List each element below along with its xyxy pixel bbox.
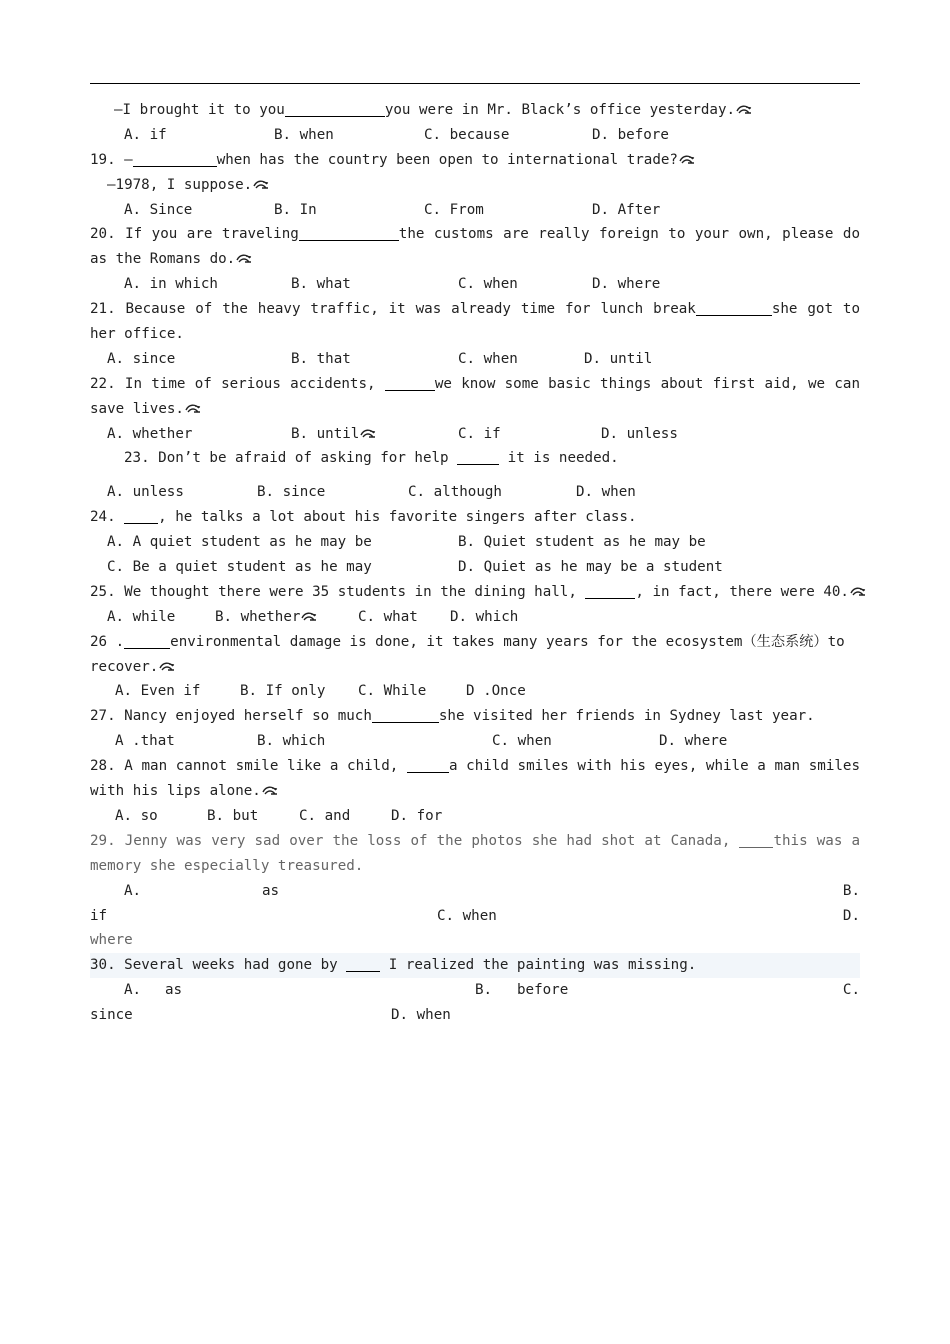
question-26-text-cont: recover. xyxy=(90,655,860,680)
question-18-options xyxy=(90,123,860,148)
answer-blank xyxy=(407,756,449,773)
question-24-options-1 xyxy=(90,530,860,555)
answer-blank xyxy=(696,299,772,316)
question-23-text: 23. Don’t be afraid of asking for help it is needed. xyxy=(124,450,619,467)
question-24-text: 24. , he talks a lot about his favorite singers after class. xyxy=(90,509,637,526)
option-d: D. when xyxy=(391,1007,451,1024)
answer-blank xyxy=(457,448,499,465)
question-25-options xyxy=(90,605,860,630)
option-a: A. if xyxy=(124,126,167,143)
question-19-options xyxy=(90,198,860,223)
option-c-label: C. xyxy=(842,982,860,999)
question-20-text-cont: as the Romans do. xyxy=(90,247,860,272)
option-c: C. when xyxy=(437,907,497,924)
answer-blank xyxy=(124,632,170,649)
question-25-text: 25. We thought there were 35 students in the dining hall, , in fact, there were 40. xyxy=(90,580,860,605)
question-18-text: —I brought it to you you were in Mr. Black’s office yesterday. xyxy=(90,98,860,123)
question-28-options xyxy=(90,804,860,829)
option-b: B. since xyxy=(257,484,326,501)
option-a: A .that xyxy=(115,733,175,750)
edit-mark-icon xyxy=(850,587,866,597)
answer-blank xyxy=(285,100,385,117)
question-21-options xyxy=(90,347,860,372)
question-22-text: 22. In time of serious accidents, we know some basic things about first aid, we can xyxy=(90,375,860,392)
question-21-text-cont: her office. xyxy=(90,326,184,343)
question-29-text-cont: memory she especially treasured. xyxy=(90,857,364,874)
option-d: D. which xyxy=(450,608,519,625)
edit-mark-icon xyxy=(301,612,317,622)
option-d: D. for xyxy=(391,807,443,824)
option-a: A. since xyxy=(107,350,176,367)
option-d: D. when xyxy=(576,484,636,501)
option-d: D. where xyxy=(592,276,661,293)
option-b: B. until xyxy=(291,422,376,447)
question-29-options-1 xyxy=(90,879,860,904)
option-b-text: if xyxy=(90,907,108,924)
edit-mark-icon xyxy=(679,155,695,165)
option-a: A. in which xyxy=(124,276,218,293)
option-a-label: A. xyxy=(124,982,142,999)
edit-mark-icon xyxy=(253,180,269,190)
option-b: B. that xyxy=(291,350,351,367)
question-22-options xyxy=(90,422,860,447)
answer-blank xyxy=(124,507,158,524)
option-b: B. whether xyxy=(215,605,317,630)
question-21-text: 21. Because of the heavy traffic, it was already time for lunch break she got to xyxy=(90,301,861,318)
edit-mark-icon xyxy=(236,254,252,264)
option-c: C. While xyxy=(358,683,427,700)
answer-blank xyxy=(133,150,217,167)
option-d-label: D. xyxy=(842,907,860,924)
option-d: D. where xyxy=(659,733,728,750)
question-28-text: 28. A man cannot smile like a child, a child smiles with his eyes, while a man smiles xyxy=(90,758,860,775)
edit-mark-icon xyxy=(262,786,278,796)
question-20-text: 20. If you are traveling the customs are really foreign to your own, please do xyxy=(90,226,860,243)
option-b: B. If only xyxy=(240,683,326,700)
option-a: A. A quiet student as he may be xyxy=(107,534,372,551)
option-a: A. so xyxy=(115,807,158,824)
option-a: A. Even if xyxy=(115,683,201,700)
option-d: D. before xyxy=(592,126,669,143)
option-c: C. because xyxy=(424,126,510,143)
option-c: C. From xyxy=(424,201,484,218)
option-b: B. what xyxy=(291,276,351,293)
option-b: B. when xyxy=(274,126,334,143)
option-a: A. unless xyxy=(107,484,184,501)
question-26-options xyxy=(90,679,860,704)
option-d: D. until xyxy=(584,350,653,367)
question-22-text-cont: save lives. xyxy=(90,397,860,422)
option-d: D .Once xyxy=(466,683,526,700)
option-b: B. but xyxy=(207,807,259,824)
option-a-text: as xyxy=(165,982,183,999)
question-26-text: 26 . environmental damage is done, it takes many years for the ecosystem（生态系统）to xyxy=(90,633,845,650)
option-c: C. when xyxy=(458,350,518,367)
question-27-text: 27. Nancy enjoyed herself so much she visited her friends in Sydney last year. xyxy=(90,708,815,725)
answer-blank xyxy=(372,706,439,723)
question-19-reply: —1978, I suppose. xyxy=(90,173,860,198)
edit-mark-icon xyxy=(159,662,175,672)
question-23-options xyxy=(90,480,860,505)
edit-mark-icon xyxy=(736,105,752,115)
option-a: A. Since xyxy=(124,201,193,218)
option-c: C. although xyxy=(408,484,502,501)
option-b-text: before xyxy=(517,982,569,999)
question-19-text: 19. — when has the country been open to international trade? xyxy=(90,148,860,173)
option-d: D. After xyxy=(592,201,661,218)
option-c: C. when xyxy=(458,276,518,293)
option-d-text: where xyxy=(90,932,133,949)
question-29-text: 29. Jenny was very sad over the loss of the photos she had shot at Canada, this was a xyxy=(90,832,860,849)
question-24-options-2 xyxy=(90,555,860,580)
option-b: B. In xyxy=(274,201,317,218)
option-c: C. when xyxy=(492,733,552,750)
option-a-text: as xyxy=(262,882,280,899)
option-c: C. and xyxy=(299,807,351,824)
question-30-options-2 xyxy=(90,1003,860,1028)
question-28-text-cont: with his lips alone. xyxy=(90,779,860,804)
question-29-options-3 xyxy=(90,928,860,953)
question-27-options xyxy=(90,729,860,754)
edit-mark-icon xyxy=(185,404,201,414)
question-list xyxy=(90,98,860,1028)
question-30-options-1 xyxy=(90,978,860,1003)
option-a: A. while xyxy=(107,608,176,625)
header-rule xyxy=(90,83,860,84)
option-b-label: B. xyxy=(842,882,860,899)
option-c: C. what xyxy=(358,608,418,625)
option-b: B. which xyxy=(257,733,326,750)
option-d: D. Quiet as he may be a student xyxy=(458,559,723,576)
option-d: D. unless xyxy=(601,425,678,442)
option-b-label: B. xyxy=(475,982,493,999)
question-20-options xyxy=(90,272,860,297)
option-b: B. Quiet student as he may be xyxy=(458,534,706,551)
option-c: C. Be a quiet student as he may xyxy=(107,559,372,576)
answer-blank xyxy=(739,831,773,848)
option-a: A. whether xyxy=(107,425,193,442)
edit-mark-icon xyxy=(360,429,376,439)
question-29-options-2 xyxy=(90,904,860,929)
answer-blank xyxy=(299,224,399,241)
option-c: C. if xyxy=(458,425,501,442)
answer-blank xyxy=(346,955,380,972)
answer-blank xyxy=(585,582,635,599)
question-30-text: 30. Several weeks had gone by I realized the painting was missing. xyxy=(90,953,860,978)
answer-blank xyxy=(385,374,435,391)
option-a-label: A. xyxy=(124,882,142,899)
option-c-text: since xyxy=(90,1007,133,1024)
